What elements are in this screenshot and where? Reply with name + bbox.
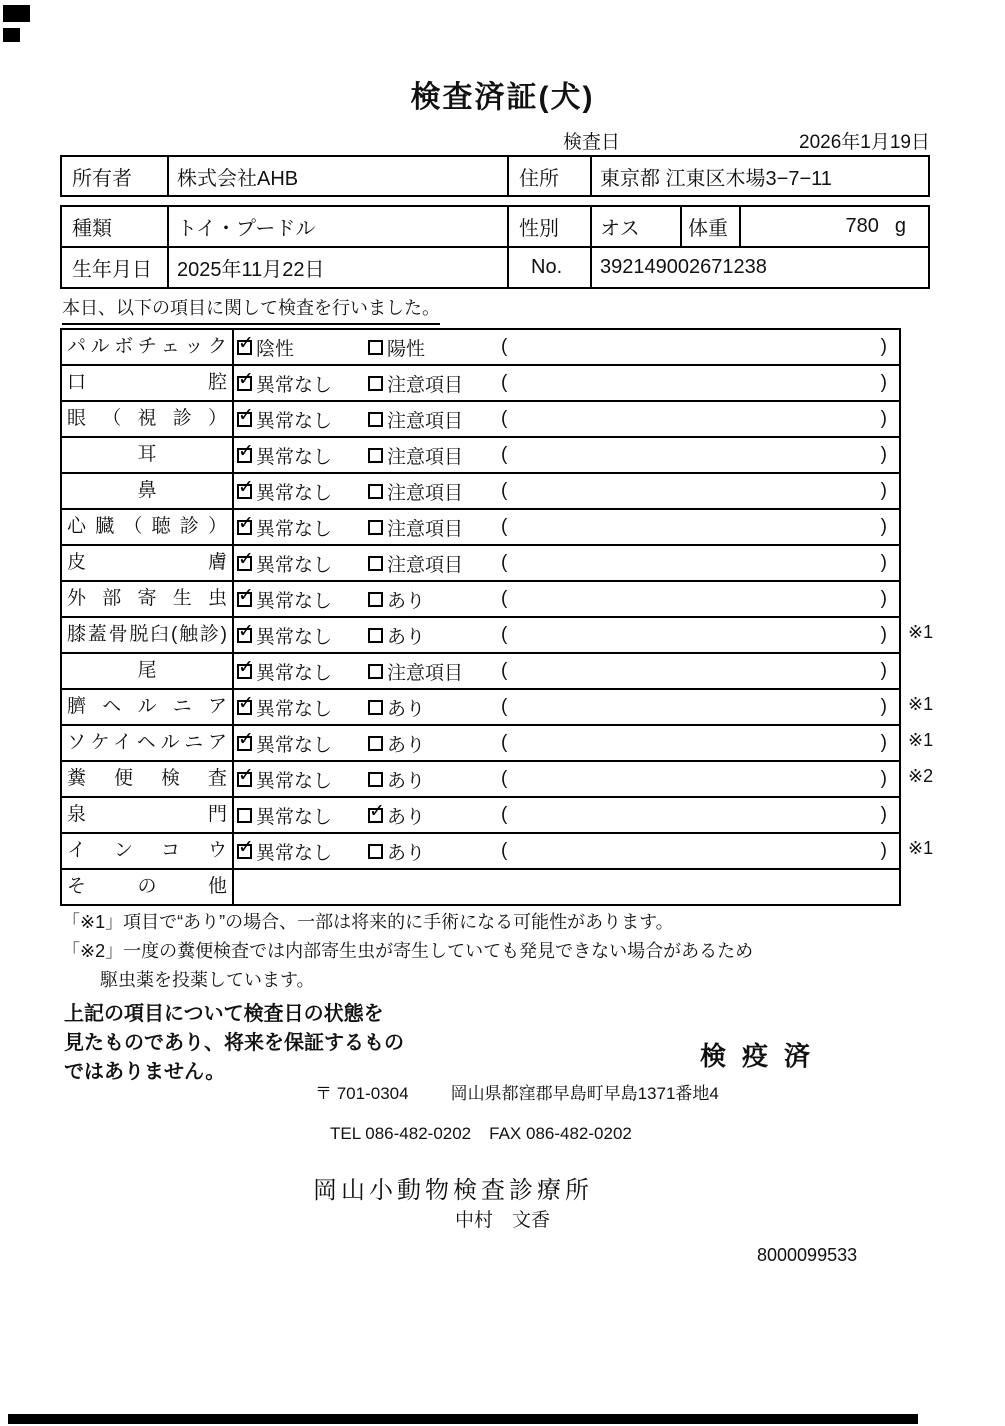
exam-row-values xyxy=(234,798,899,832)
owner-label: 所有者 xyxy=(72,167,132,190)
option-label: 注意項目 xyxy=(387,662,464,684)
exam-item-label: 耳 xyxy=(62,438,234,472)
exam-option-1 xyxy=(237,622,368,649)
breed-label: 種類 xyxy=(72,218,112,240)
disclaimer-line-2: 見たものであり、将来を保証するもの xyxy=(64,1032,404,1054)
exam-item-label: 口腔 xyxy=(62,366,234,400)
paren-close: ) xyxy=(880,408,887,429)
clinic-fax: FAX 086-482-0202 xyxy=(489,1124,632,1143)
checkbox-icon xyxy=(368,556,383,571)
exam-option-2 xyxy=(368,334,499,361)
footnote-2: 「※2」一度の糞便検査では内部寄生虫が寄生していても発見できない場合があるため xyxy=(62,941,754,961)
option-label: 異常なし xyxy=(256,518,333,540)
checkbox-icon xyxy=(237,664,252,679)
scan-artifact xyxy=(3,28,20,42)
paren-close: ) xyxy=(880,336,887,357)
exam-option-1 xyxy=(237,334,368,361)
option-label: あり xyxy=(387,806,426,828)
pet-row-1 xyxy=(62,207,928,246)
paren-close: ) xyxy=(880,480,887,501)
exam-option-2 xyxy=(368,658,499,685)
paren-close: ) xyxy=(880,624,887,645)
exam-option-1 xyxy=(237,766,368,793)
pet-row-2 xyxy=(62,246,928,287)
exam-option-2 xyxy=(368,514,499,541)
clinic-name: 岡山小動物検査診療所 xyxy=(313,1177,593,1204)
checkbox-icon xyxy=(368,484,383,499)
option-label: 注意項目 xyxy=(387,374,464,396)
option-label: 異常なし xyxy=(256,842,333,864)
checkbox-icon xyxy=(368,736,383,751)
footnote-marker: ※1 xyxy=(908,694,934,714)
exam-item-label: 眼（視診） xyxy=(62,402,234,436)
clinic-address: 岡山県都窪郡早島町早島1371番地4 xyxy=(450,1084,719,1103)
checkbox-icon xyxy=(368,412,383,427)
option-label: 異常なし xyxy=(256,626,333,648)
exam-option-2 xyxy=(368,622,499,649)
exam-option-1 xyxy=(237,514,368,541)
postal-code: 〒 701-0304 xyxy=(315,1084,409,1103)
exam-option-1 xyxy=(237,406,368,433)
checkbox-icon xyxy=(368,376,383,391)
birth-label: 生年月日 xyxy=(72,259,152,281)
option-label: 異常なし xyxy=(256,734,333,756)
exam-item-label: 臍ヘルニア xyxy=(62,690,234,724)
sex-label: 性別 xyxy=(507,207,590,246)
exam-item-label: 外部寄生虫 xyxy=(62,582,234,616)
exam-item-label: パルボチェック xyxy=(62,330,234,364)
weight-label: 体重 xyxy=(680,207,739,246)
checkbox-icon xyxy=(237,808,252,823)
option-label: 陽性 xyxy=(387,338,426,360)
clinic-tel: TEL 086-482-0202 xyxy=(330,1124,472,1143)
footnotes xyxy=(62,908,753,995)
exam-row-values xyxy=(234,726,899,760)
option-label: 異常なし xyxy=(256,374,333,396)
exam-row-heart xyxy=(62,510,899,546)
checkbox-icon xyxy=(368,448,383,463)
no-value: 392149002671238 xyxy=(590,248,928,287)
inspection-date-label: 検査日 xyxy=(563,132,621,153)
option-label: 異常なし xyxy=(256,590,333,612)
footnote-1: 「※1」項目で“あり”の場合、一部は将来的に手術になる可能性があります。 xyxy=(62,912,674,932)
paren-open: ( xyxy=(501,552,508,573)
exam-row-mouth xyxy=(62,366,899,402)
exam-row-values xyxy=(234,474,899,508)
sex-value: オス xyxy=(590,207,680,246)
weight-unit: g xyxy=(894,215,906,237)
exam-option-2 xyxy=(368,406,499,433)
exam-table xyxy=(60,328,934,906)
paren-close: ) xyxy=(880,840,887,861)
exam-row-values xyxy=(234,438,899,472)
exam-item-label: 鼻 xyxy=(62,474,234,508)
exam-option-1 xyxy=(237,478,368,505)
footnote-marker: ※1 xyxy=(908,730,934,750)
checkbox-icon xyxy=(368,628,383,643)
exam-item-label: 膝蓋骨脱臼(触診) xyxy=(62,618,234,652)
exam-row-fecal xyxy=(62,762,934,798)
owner-row xyxy=(62,157,928,195)
exam-option-1 xyxy=(237,658,368,685)
exam-option-2 xyxy=(368,766,499,793)
exam-option-2 xyxy=(368,550,499,577)
checkbox-icon xyxy=(237,520,252,535)
exam-row-ears xyxy=(62,438,899,474)
exam-option-2 xyxy=(368,478,499,505)
exam-row-values xyxy=(234,762,899,796)
option-label: 注意項目 xyxy=(387,554,464,576)
exam-option-1 xyxy=(237,550,368,577)
paren-open: ( xyxy=(501,408,508,429)
option-label: 異常なし xyxy=(256,554,333,576)
exam-row-ectoparasite xyxy=(62,582,899,618)
paren-open: ( xyxy=(501,336,508,357)
footnote-2-cont: 駆虫薬を投薬しています。 xyxy=(100,970,315,990)
disclaimer xyxy=(64,1000,404,1087)
exam-option-2 xyxy=(368,802,499,829)
paren-close: ) xyxy=(880,516,887,537)
option-label: あり xyxy=(387,734,426,756)
exam-option-2 xyxy=(368,694,499,721)
checkbox-icon xyxy=(237,340,252,355)
exam-row-values xyxy=(234,330,899,364)
exam-row-values xyxy=(234,510,899,544)
option-label: 注意項目 xyxy=(387,482,464,504)
exam-item-label: 皮膚 xyxy=(62,546,234,580)
exam-row-values xyxy=(234,582,899,616)
exam-row-inguinal-hernia xyxy=(62,726,934,762)
paren-close: ) xyxy=(880,588,887,609)
option-label: あり xyxy=(387,698,426,720)
page-title: 検査済証(犬) xyxy=(410,81,595,114)
exam-item-label: インコウ xyxy=(62,834,234,868)
address-value: 東京都 江東区木場3−7−11 xyxy=(590,157,928,195)
exam-option-2 xyxy=(368,838,499,865)
paren-close: ) xyxy=(880,660,887,681)
exam-row-values xyxy=(234,546,899,580)
paren-open: ( xyxy=(501,444,508,465)
paren-open: ( xyxy=(501,660,508,681)
paren-open: ( xyxy=(501,624,508,645)
exam-row-values xyxy=(234,366,899,400)
footnote-marker: ※1 xyxy=(908,622,934,642)
paren-close: ) xyxy=(880,552,887,573)
exam-option-2 xyxy=(368,730,499,757)
exam-item-label: ソケイヘルニア xyxy=(62,726,234,760)
checkbox-icon xyxy=(368,808,383,823)
exam-option-2 xyxy=(368,442,499,469)
checkbox-icon xyxy=(237,736,252,751)
exam-row-values xyxy=(234,618,899,652)
checkbox-icon xyxy=(368,340,383,355)
exam-option-1 xyxy=(237,370,368,397)
exam-row-patella xyxy=(62,618,934,654)
checkbox-icon xyxy=(368,700,383,715)
owner-name: 株式会社AHB xyxy=(167,157,507,195)
option-label: 異常なし xyxy=(256,446,333,468)
exam-item-label: 泉門 xyxy=(62,798,234,832)
option-label: 注意項目 xyxy=(387,518,464,540)
option-label: あり xyxy=(387,842,426,864)
paren-close: ) xyxy=(880,696,887,717)
paren-close: ) xyxy=(880,372,887,393)
paren-open: ( xyxy=(501,372,508,393)
no-label: No. xyxy=(507,248,590,287)
checkbox-icon xyxy=(237,448,252,463)
owner-table xyxy=(60,155,930,197)
checkbox-icon xyxy=(237,484,252,499)
checkbox-icon xyxy=(237,844,252,859)
checkbox-icon xyxy=(368,592,383,607)
exam-option-1 xyxy=(237,694,368,721)
exam-row-values xyxy=(234,402,899,436)
exam-row-values xyxy=(234,654,899,688)
quarantine-stamp: 検疫済 xyxy=(700,1041,827,1071)
exam-row-parvo xyxy=(62,330,899,366)
option-label: 異常なし xyxy=(256,698,333,720)
option-label: 注意項目 xyxy=(387,446,464,468)
paren-open: ( xyxy=(501,804,508,825)
exam-row-values xyxy=(234,834,899,868)
checkbox-icon xyxy=(237,376,252,391)
exam-option-1 xyxy=(237,586,368,613)
paren-open: ( xyxy=(501,768,508,789)
checkbox-icon xyxy=(237,592,252,607)
checkbox-icon xyxy=(368,772,383,787)
option-label: 注意項目 xyxy=(387,410,464,432)
checkbox-icon xyxy=(237,700,252,715)
checkbox-icon xyxy=(237,412,252,427)
exam-row-eyes xyxy=(62,402,899,438)
disclaimer-line-1: 上記の項目について検査日の状態を xyxy=(64,1003,384,1025)
exam-option-1 xyxy=(237,802,368,829)
paren-open: ( xyxy=(501,588,508,609)
exam-row-cryptorchidism xyxy=(62,834,934,870)
paren-close: ) xyxy=(880,444,887,465)
exam-row-skin xyxy=(62,546,899,582)
exam-option-1 xyxy=(237,730,368,757)
option-label: 異常なし xyxy=(256,770,333,792)
breed-value: トイ・プードル xyxy=(167,207,507,246)
exam-row-tail xyxy=(62,654,899,690)
paren-open: ( xyxy=(501,516,508,537)
exam-row-umbilical-hernia xyxy=(62,690,934,726)
pet-table xyxy=(60,205,930,289)
option-label: 異常なし xyxy=(256,806,333,828)
birth-value: 2025年11月22日 xyxy=(167,248,507,287)
clinic-phone-line xyxy=(330,1124,632,1144)
option-label: 異常なし xyxy=(256,482,333,504)
exam-row-fontanelle xyxy=(62,798,899,834)
option-label: あり xyxy=(387,626,426,648)
paren-open: ( xyxy=(501,732,508,753)
paren-close: ) xyxy=(880,732,887,753)
exam-option-2 xyxy=(368,370,499,397)
footnote-marker: ※2 xyxy=(908,766,934,786)
option-label: 異常なし xyxy=(256,662,333,684)
scan-artifact xyxy=(3,5,30,22)
document-code: 8000099533 xyxy=(757,1245,858,1265)
exam-option-2 xyxy=(368,586,499,613)
paren-open: ( xyxy=(501,480,508,501)
checkbox-icon xyxy=(368,844,383,859)
scan-artifact-bar xyxy=(8,1414,918,1424)
exam-item-label: 糞便検査 xyxy=(62,762,234,796)
checkbox-icon xyxy=(237,628,252,643)
clinic-address-line xyxy=(315,1079,719,1104)
address-label: 住所 xyxy=(507,157,590,195)
weight-value xyxy=(739,207,928,246)
exam-row-values xyxy=(234,870,899,904)
exam-item-label: 心臓（聴診） xyxy=(62,510,234,544)
weight-number: 780 xyxy=(845,215,879,237)
checkbox-icon xyxy=(237,556,252,571)
exam-item-label: 尾 xyxy=(62,654,234,688)
option-label: あり xyxy=(387,770,426,792)
vet-name: 中村 文香 xyxy=(455,1210,551,1231)
checkbox-icon xyxy=(368,664,383,679)
disclaimer-line-3: ではありません。 xyxy=(64,1061,226,1083)
option-label: あり xyxy=(387,590,426,612)
paren-open: ( xyxy=(501,696,508,717)
exam-option-1 xyxy=(237,838,368,865)
inspection-date-value: 2026年1月19日 xyxy=(799,132,930,153)
exam-option-1 xyxy=(237,442,368,469)
checkbox-icon xyxy=(237,772,252,787)
checkbox-icon xyxy=(368,520,383,535)
exam-row-values xyxy=(234,690,899,724)
exam-row-other xyxy=(62,870,899,904)
footnote-marker: ※1 xyxy=(908,838,934,858)
paren-close: ) xyxy=(880,804,887,825)
option-label: 陰性 xyxy=(256,338,295,360)
option-label: 異常なし xyxy=(256,410,333,432)
exam-item-label: その他 xyxy=(62,870,234,904)
exam-row-nose xyxy=(62,474,899,510)
intro-statement: 本日、以下の項目に関して検査を行いました。 xyxy=(62,294,440,325)
paren-close: ) xyxy=(880,768,887,789)
paren-open: ( xyxy=(501,840,508,861)
